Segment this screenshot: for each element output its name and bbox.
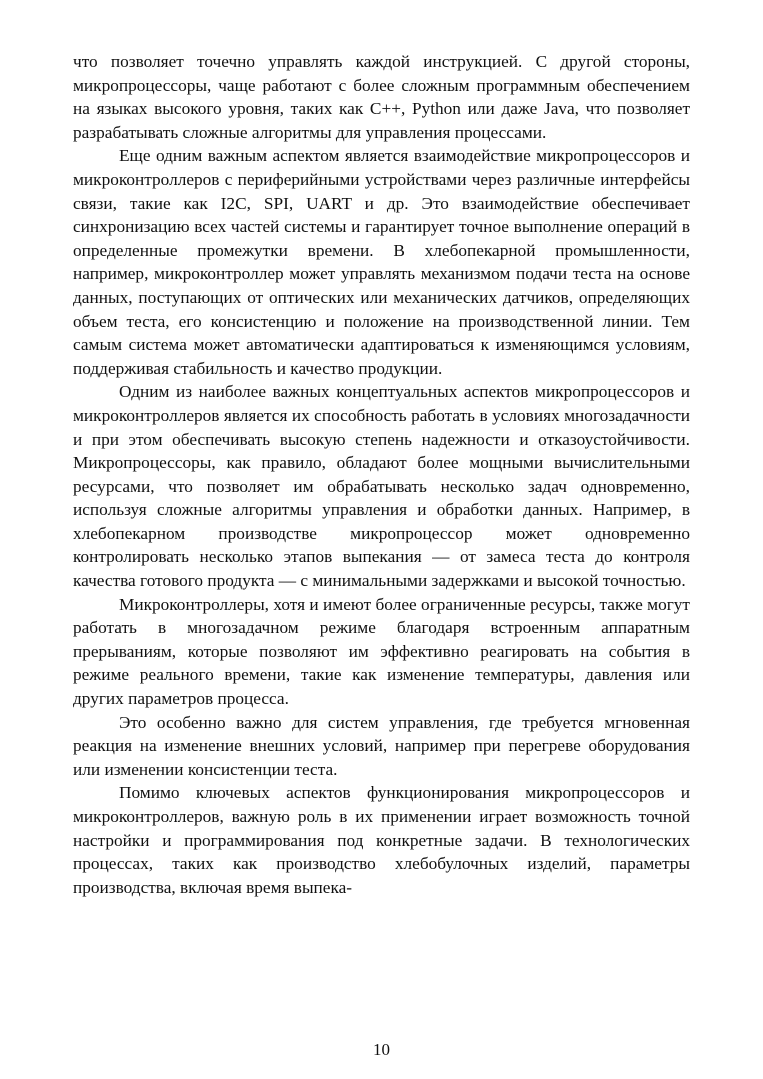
paragraph-configuration: Помимо ключевых аспектов функционирования микропроцессоров и микроконтроллеров, важную роль в их применении играет возможность точной настройки и программирования под конкретные задачи. В технологических процессах, таких как производство хлебобулочных изделий, параметры производства, включая время выпека- xyxy=(73,783,690,897)
paragraph-control-systems: Это особенно важно для систем управления, где требуется мгновенная реакция на изменение внешних условий, например при перегреве оборудования или изменении консистенции теста. xyxy=(73,712,690,779)
paragraph-microcontrollers: Микроконтроллеры, хотя и имеют более ограниченные ресурсы, также могут работать в многозадачном режиме благодаря встроенным аппаратным прерываниям, которые позволяют им эффективно реагировать на события в режиме реального времени, такие как изменение температуры, давления или других параметров процесса. xyxy=(73,594,690,709)
page-body xyxy=(73,50,690,899)
paragraph-continuation: что позволяет точечно управлять каждой инструкцией. С другой стороны, микропроцессоры, чаще работают с более сложным программным обеспечением на языках высокого уровня, таких как C++, Python или даже Java, что позволяет разрабатывать сложные алгоритмы для управления процессами. xyxy=(73,52,690,142)
page-number: 10 xyxy=(373,1040,390,1059)
paragraph-multitasking: Одним из наиболее важных концептуальных аспектов микропроцессоров и микроконтроллеров является их способность работать в условиях многозадачности и при этом обеспечивать высокую степень надежности и отказоустойчивости. Микропроцессоры, как правило, обладают более мощными вычислительными ресурсами, что позволяет им обрабатывать несколько задач одновременно, используя сложные алгоритмы управления и обработки данных. Например, в хлебопекарном производстве микропроцессор может одновременно контролировать несколько этапов выпекания — от замеса теста до контроля качества готового продукта — с минимальными задержками и высокой точностью. xyxy=(73,382,690,591)
paragraph-peripheral-interfaces: Еще одним важным аспектом является взаимодействие микропроцессоров и микроконтроллеров с периферийными устройствами через различные интерфейсы связи, такие как I2C, SPI, UART и др. Это взаимодействие обеспечивает синхронизацию всех частей системы и гарантирует точное выполнение операций в определенные промежутки времени. В хлебопекарной промышленности, например, микроконтроллер может управлять механизмом подачи теста на основе данных, поступающих от оптических или механических датчиков, определяющих объем теста, его консистенцию и положение на производственной линии. Тем самым система может автоматически адаптироваться к изменяющимся условиям, поддерживая стабильность и качество продукции. xyxy=(73,146,690,378)
